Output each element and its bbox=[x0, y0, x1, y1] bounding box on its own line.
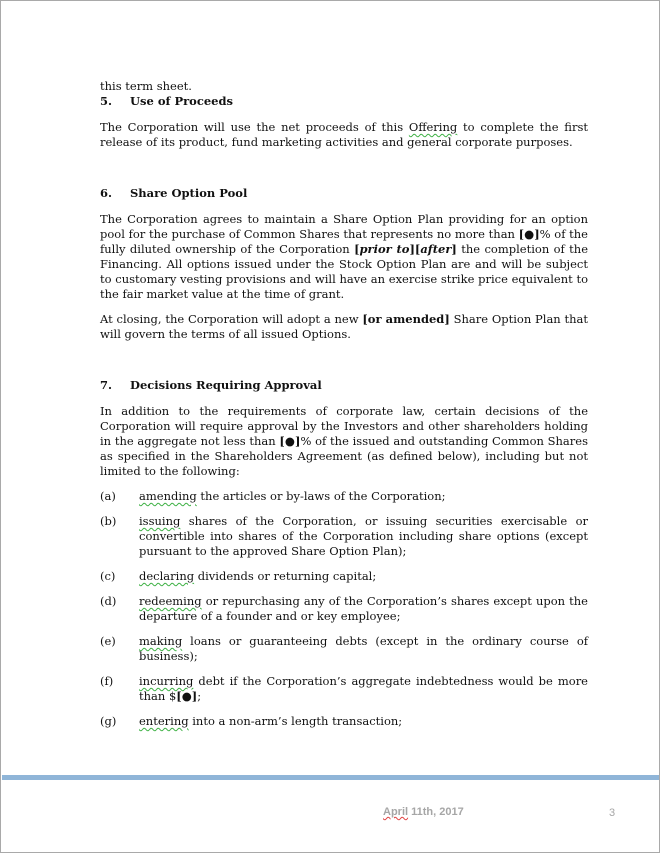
grammar-flagged-word[interactable]: issuing bbox=[139, 514, 181, 528]
grammar-flagged-word[interactable]: amending bbox=[139, 489, 197, 503]
section-6-heading bbox=[100, 186, 588, 201]
list-item-label: (f) bbox=[100, 674, 114, 688]
list-item-text: ; bbox=[197, 689, 202, 703]
section-title: Use of Proceeds bbox=[130, 94, 233, 108]
section-7-heading bbox=[100, 378, 588, 393]
text-run: % of the fully diluted ownership of the Corporation bbox=[100, 227, 588, 256]
list-item-label: (a) bbox=[100, 489, 116, 503]
text-run: In addition to the requirements of corporate law, certain decisions of the Corporation will require approval by the Investors and other shareholders holding in the aggregate not less than bbox=[100, 404, 588, 448]
list-item bbox=[100, 714, 588, 729]
placeholder-bracket: [●] bbox=[279, 434, 301, 448]
list-item bbox=[100, 634, 588, 664]
list-item-text: into a non-arm’s length transaction; bbox=[188, 714, 403, 728]
list-item-text: shares of the Corporation, or issuing securities exercisable or convertible into shares of the Corporation including share options (except pursuant to the approved Share Option Plan); bbox=[139, 514, 588, 558]
document-body bbox=[100, 79, 588, 739]
text-run: to complete the first release of its product, fund marketing activities and general corporate purposes. bbox=[100, 120, 588, 149]
grammar-flagged-word[interactable]: making bbox=[139, 634, 183, 648]
grammar-flagged-word[interactable]: redeeming bbox=[139, 594, 202, 608]
grammar-flagged-word[interactable]: incurring bbox=[139, 674, 194, 688]
share-option-closing-paragraph bbox=[100, 312, 588, 342]
list-item-label: (c) bbox=[100, 569, 116, 583]
list-item-label: (d) bbox=[100, 594, 117, 608]
text-run: % of the issued and outstanding Common Shares as specified in the Shareholders Agreement (as defined below), including but not limited to the following: bbox=[100, 434, 588, 478]
list-item-text: dividends or returning capital; bbox=[194, 569, 377, 583]
section-number: 5. bbox=[100, 94, 113, 108]
grammar-flagged-word[interactable]: declaring bbox=[139, 569, 195, 583]
text-run: At closing, the Corporation will adopt a new bbox=[100, 312, 363, 326]
section-number: 7. bbox=[100, 378, 113, 392]
footer-date-text: 11th, 2017 bbox=[408, 806, 464, 818]
list-item bbox=[100, 514, 588, 559]
placeholder-bracket: [●] bbox=[176, 689, 198, 703]
spelling-flagged-word[interactable]: April bbox=[383, 806, 409, 818]
list-item bbox=[100, 674, 588, 704]
list-item bbox=[100, 489, 588, 504]
share-option-pool-paragraph bbox=[100, 212, 588, 302]
text-run: Share Option Plan that will govern the terms of all issued Options. bbox=[100, 312, 589, 341]
list-item-label: (e) bbox=[100, 634, 116, 648]
bracket: ] bbox=[451, 242, 457, 256]
section-title: Decisions Requiring Approval bbox=[130, 378, 322, 392]
bracket: ][ bbox=[409, 242, 421, 256]
grammar-flagged-word[interactable]: entering bbox=[139, 714, 189, 728]
option-prior-to: prior to bbox=[359, 242, 410, 256]
list-item-text: debt if the Corporation’s aggregate indebtedness would be more than $ bbox=[139, 674, 588, 703]
page-number: 3 bbox=[609, 807, 616, 819]
section-5-heading bbox=[100, 94, 588, 109]
text-run: The Corporation agrees to maintain a Share Option Plan providing for an option pool for the purchase of Common Shares that represents no more than bbox=[100, 212, 588, 241]
bracket: [ bbox=[354, 242, 360, 256]
section-number: 6. bbox=[100, 186, 113, 200]
list-item bbox=[100, 594, 588, 624]
section-title: Share Option Pool bbox=[130, 186, 248, 200]
option-after: after bbox=[420, 242, 452, 256]
or-amended-bracket: [or amended] bbox=[362, 312, 450, 326]
list-item-text: or repurchasing any of the Corporation’s shares except upon the departure of a founder and or key employee; bbox=[139, 594, 588, 623]
list-item-text: loans or guaranteeing debts (except in the ordinary course of business); bbox=[139, 634, 588, 663]
use-of-proceeds-paragraph bbox=[100, 120, 588, 150]
decisions-intro-paragraph bbox=[100, 404, 588, 479]
list-item-text: the articles or by-laws of the Corporation; bbox=[196, 489, 446, 503]
footer-date bbox=[383, 806, 464, 818]
footer-rule bbox=[2, 775, 659, 780]
placeholder-bracket: [●] bbox=[518, 227, 540, 241]
grammar-flagged-word[interactable]: Offering bbox=[408, 120, 458, 134]
list-item-label: (b) bbox=[100, 514, 117, 528]
list-item bbox=[100, 569, 588, 584]
continuation-text: this term sheet. bbox=[100, 79, 192, 93]
list-item-label: (g) bbox=[100, 714, 117, 728]
text-run: the completion of the Financing. All options issued under the Stock Option Plan are and will be subject to customary vesting provisions and will have an exercise strike price equivalent to the fair market value at the time of grant. bbox=[100, 242, 589, 301]
text-run: The Corporation will use the net proceeds of this bbox=[100, 120, 409, 134]
